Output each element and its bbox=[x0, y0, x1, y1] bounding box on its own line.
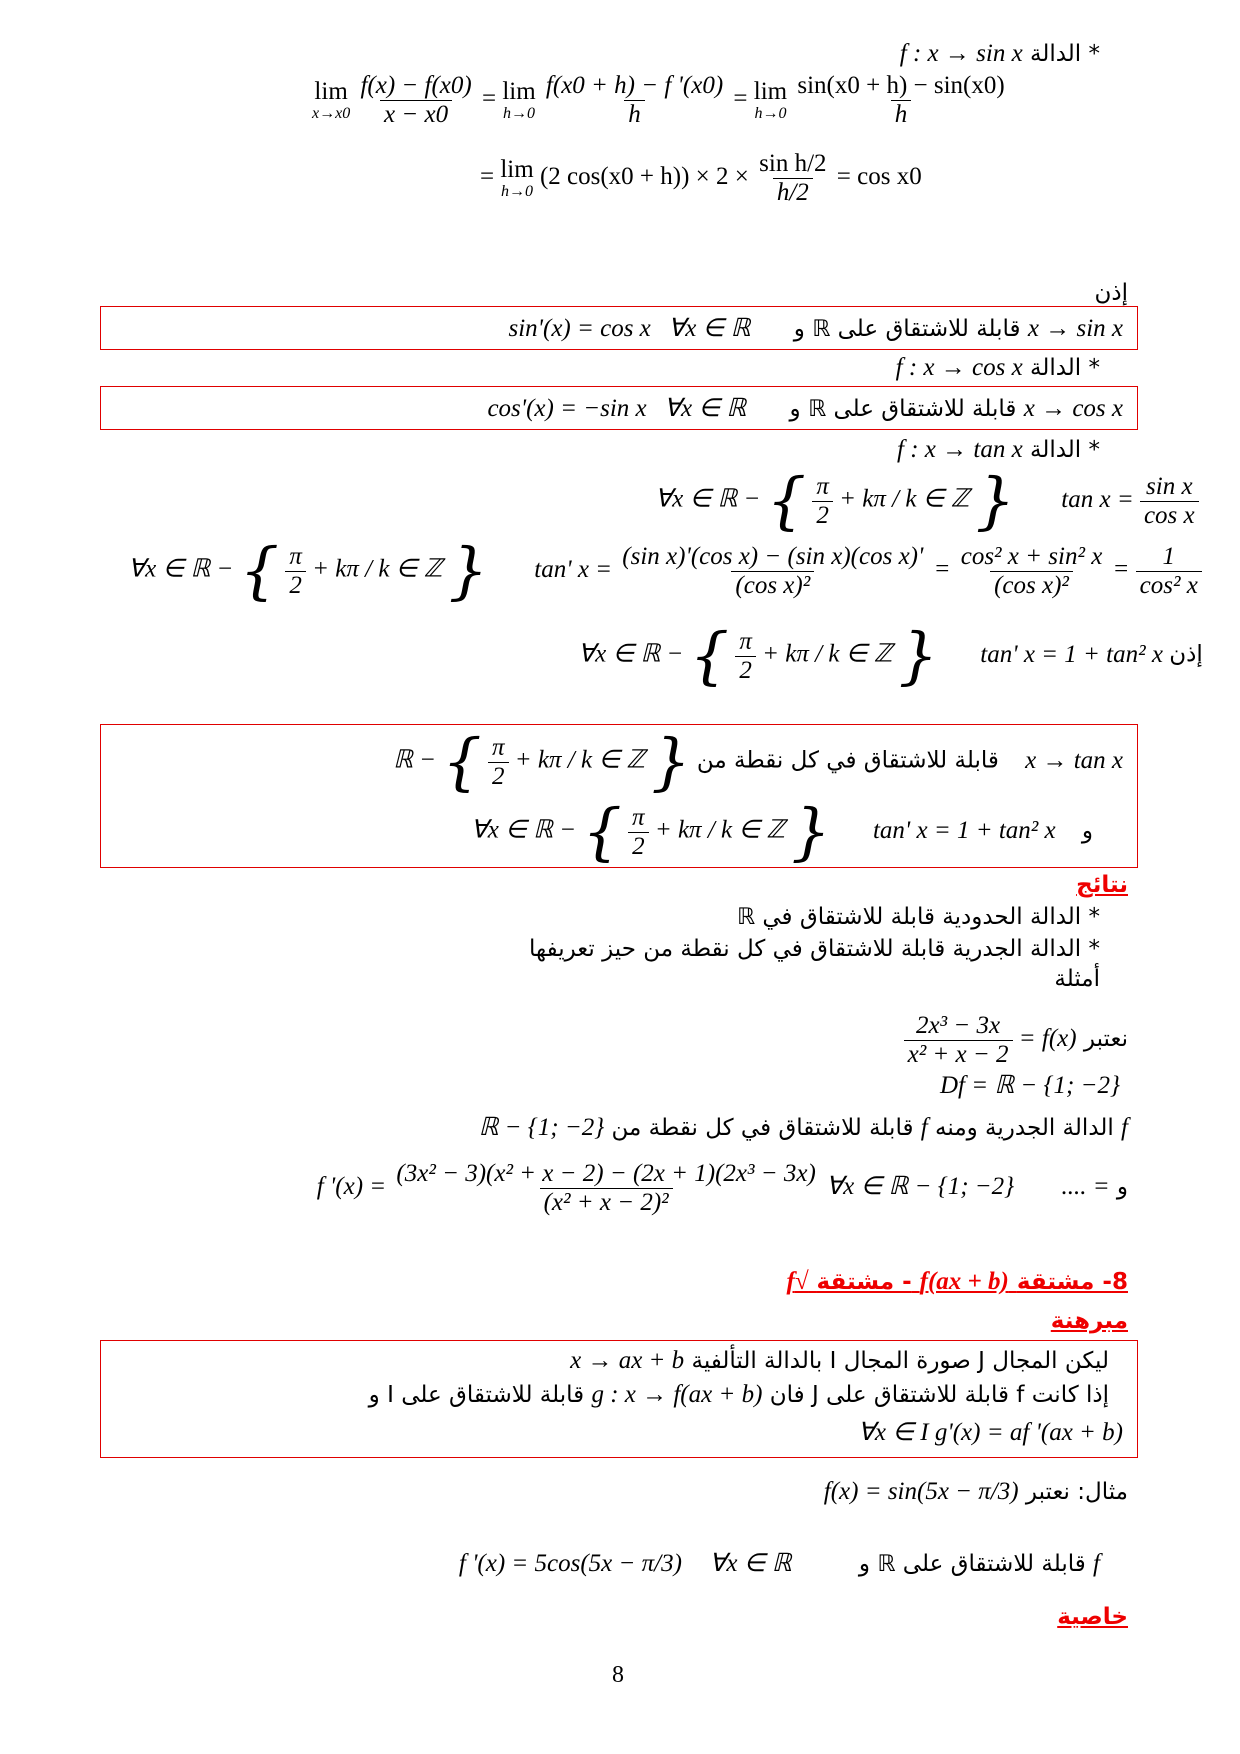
sin-result-text: x → sin x قابلة للاشتقاق على ℝ و sin'(x) = cos x ∀x ∈ ℝ bbox=[508, 315, 1123, 342]
tan-derivative: ∀x ∈ ℝ − { $\frac{\pi}{2}$ + kπ / k ∈ ℤ } tan' x = $\frac{\text{(sin x)'(cos x) − (sin x)(cos x)'}}{\text{(cos x)²}}$ = $\frac{\text{cos² x + sin² x}}{\text{(cos x)²}}$ = $\frac{1}{\text{cos² x}}$ bbox=[128, 540, 1202, 602]
sin-header: * الدالة f : x → sin x bbox=[899, 40, 1100, 67]
example-derivative: و = .... f '(x) = $\frac{\text{(3x² − 3)(x² + x − 2) − (2x + 1)(2x³ − 3x)}}{\text{(x² + x − 2)²}}$ ∀x ∈ ℝ − {1; −2} bbox=[316, 1160, 1128, 1216]
example-line1: f الدالة الجدرية ومنه f قابلة للاشتقاق في كل نقطة من ℝ − {1; −2} bbox=[478, 1114, 1128, 1141]
property-title: خاصية bbox=[1057, 1604, 1128, 1630]
tan-result-line2: ∀x ∈ ℝ − { $\frac{\pi}{2}$ + kπ / k ∈ ℤ } tan' x = 1 + tan² x و bbox=[470, 795, 1093, 868]
cos-header: * الدالة f : x → cos x bbox=[895, 354, 1100, 381]
results-title: نتائج bbox=[1076, 872, 1128, 898]
example2-line1: مثال: نعتبر f(x) = sin(5x − π/3) bbox=[823, 1478, 1128, 1505]
example2-line2: f قابلة للاشتقاق على ℝ و f '(x) = 5cos(5x − π/3) ∀x ∈ ℝ bbox=[458, 1550, 1100, 1577]
cos-result-box bbox=[100, 386, 1138, 430]
results-item2: * الدالة الجدرية قابلة للاشتقاق في كل نقطة من حيز تعريفها bbox=[528, 936, 1100, 962]
section8-title: 8- مشتقة f(ax + b) - مشتقة √f bbox=[786, 1268, 1128, 1295]
tan-final-line: ∀x ∈ ℝ − { $\frac{\pi}{2}$ + kπ / k ∈ ℤ } tan' x = 1 + tan² x إذن bbox=[578, 619, 1203, 692]
theorem-box bbox=[100, 1340, 1138, 1458]
cos-result-text: x → cos x قابلة للاشتقاق على ℝ و cos'(x) = −sin x ∀x ∈ ℝ bbox=[487, 395, 1123, 422]
sin-limit-line1: lim x→x0 $\frac{f(x) - f(x0)}{x - x0}$ = lim h→0 $\frac{f(x0 + h) - f '(x0)}{h}$ = lim h→0 $\frac{\sin(x0 + h) - \sin(x0)}{h}$ bbox=[312, 72, 1005, 128]
tan-definition: ∀x ∈ ℝ − { $\frac{\pi}{2}$ + kπ / k ∈ ℤ } tan x = $\frac{\text{sin x}}{\text{cos x}}$ bbox=[655, 470, 1199, 532]
example-function: نعتبر f(x) = $\frac{\text{2x³ − 3x}}{\text{x² + x − 2}}$ bbox=[904, 1012, 1128, 1069]
sin-limit-line2: = lim h→0 (2 cos(x0 + h)) × 2 × $\frac{\text{sin h/2}}{h/2}$ = cos x0 bbox=[480, 150, 922, 206]
examples-label: أمثلة bbox=[1054, 966, 1100, 992]
theorem-line3: ∀x ∈ I g'(x) = af '(ax + b) bbox=[857, 1419, 1123, 1446]
theorem-line1: ليكن المجال J صورة المجال I بالدالة التألفية x → ax + b bbox=[570, 1347, 1109, 1374]
sin-result-box bbox=[100, 306, 1138, 350]
tan-result-line1: ℝ − { $\frac{\pi}{2}$ + kπ / k ∈ ℤ } قابلة للاشتقاق في كل نقطة من x → tan x bbox=[393, 725, 1123, 798]
theorem-line2: إذا كانت f قابلة للاشتقاق على J فان g : x → f(ax + b) قابلة للاشتقاق على I و bbox=[368, 1381, 1109, 1408]
tan-result-box bbox=[100, 724, 1138, 868]
sin-therefore: إذن bbox=[1094, 280, 1128, 306]
page-number: 8 bbox=[612, 1662, 624, 1688]
theorem-title: مبرهنة bbox=[1050, 1308, 1128, 1334]
tan-header: * الدالة f : x → tan x bbox=[897, 436, 1100, 463]
results-item1: * الدالة الحدودية قابلة للاشتقاق في ℝ bbox=[736, 904, 1100, 930]
example-domain: Df = ℝ − {1; −2} bbox=[940, 1072, 1120, 1099]
